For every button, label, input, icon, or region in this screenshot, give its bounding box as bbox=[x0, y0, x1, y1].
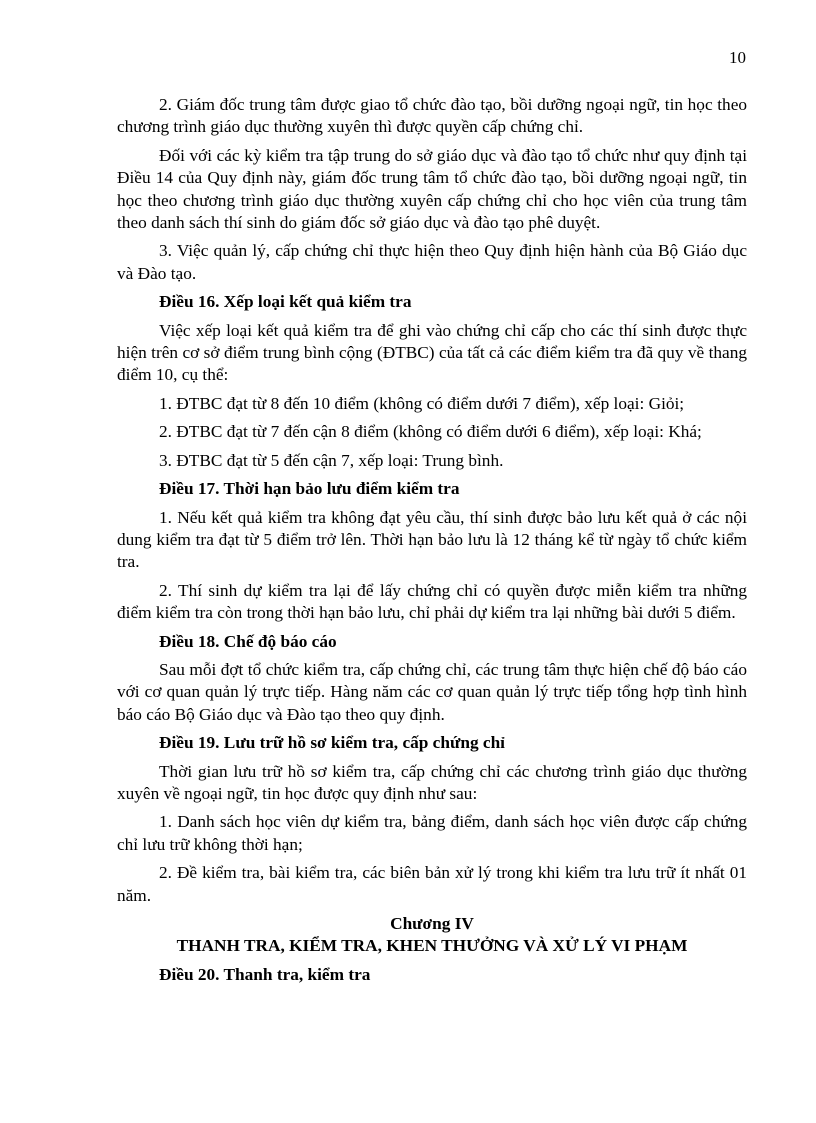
heading-article-17: Điều 17. Thời hạn bảo lưu điểm kiểm tra bbox=[159, 479, 460, 499]
paragraph-article-19-clause-1: 1. Danh sách học viên dự kiểm tra, bảng điểm, danh sách học viên được cấp chứng chỉ lưu trữ không thời hạn; bbox=[117, 812, 747, 854]
heading-article-19: Điều 19. Lưu trữ hồ sơ kiểm tra, cấp chứng chỉ bbox=[159, 733, 505, 753]
paragraph-clause-3-management: 3. Việc quản lý, cấp chứng chỉ thực hiện theo Quy định hiện hành của Bộ Giáo dục và Đào tạo. bbox=[117, 241, 747, 283]
chapter-title: THANH TRA, KIỂM TRA, KHEN THƯỞNG VÀ XỬ LÝ VI PHẠM bbox=[176, 936, 688, 956]
paragraph-grade-average: 3. ĐTBC đạt từ 5 đến cận 7, xếp loại: Trung bình. bbox=[159, 450, 504, 470]
heading-article-16: Điều 16. Xếp loại kết quả kiểm tra bbox=[159, 292, 412, 312]
heading-article-18: Điều 18. Chế độ báo cáo bbox=[159, 631, 337, 651]
heading-article-20: Điều 20. Thanh tra, kiểm tra bbox=[159, 964, 371, 984]
paragraph-article-19-clause-2: 2. Đề kiểm tra, bài kiểm tra, các biên bản xử lý trong khi kiểm tra lưu trữ ít nhất 01 năm. bbox=[117, 863, 747, 905]
paragraph-article-18-body: Sau mỗi đợt tổ chức kiểm tra, cấp chứng chỉ, các trung tâm thực hiện chế độ báo cáo với cơ quan quản lý trực tiếp. Hàng năm các cơ quan quản lý trực tiếp tổng hợp tình hình báo cáo Bộ Giáo dục và Đào tạo theo quy định. bbox=[117, 659, 747, 724]
paragraph-article-19-intro: Thời gian lưu trữ hồ sơ kiểm tra, cấp chứng chỉ các chương trình giáo dục thường xuyên về ngoại ngữ, tin học được quy định như sau: bbox=[117, 761, 747, 803]
paragraph-grade-excellent: 1. ĐTBC đạt từ 8 đến 10 điểm (không có điểm dưới 7 điểm), xếp loại: Giỏi; bbox=[159, 393, 685, 413]
page-number: 10 bbox=[729, 48, 746, 67]
document-body bbox=[117, 94, 747, 992]
paragraph-centralized-exams: Đối với các kỳ kiểm tra tập trung do sở giáo dục và đào tạo tổ chức như quy định tại Điều 14 của Quy định này, giám đốc trung tâm tổ chức đào tạo, bồi dưỡng ngoại ngữ, tin học theo chương trình giáo dục thường xuyên cấp chứng chỉ cho học viên của trung tâm theo danh sách thí sinh do giám đốc sở giáo dục và đào tạo phê duyệt. bbox=[117, 145, 747, 233]
paragraph-grade-good: 2. ĐTBC đạt từ 7 đến cận 8 điểm (không có điểm dưới 6 điểm), xếp loại: Khá; bbox=[159, 422, 702, 442]
paragraph-article-16-intro: Việc xếp loại kết quả kiểm tra để ghi vào chứng chỉ cấp cho các thí sinh được thực hiện trên cơ sở điểm trung bình cộng (ĐTBC) của tất cả các điểm kiểm tra đã quy về thang điểm 10, cụ thể: bbox=[117, 320, 747, 385]
paragraph-article-17-clause-1: 1. Nếu kết quả kiểm tra không đạt yêu cầu, thí sinh được bảo lưu kết quả ở các nội dung kiểm tra đạt từ 5 điểm trở lên. Thời hạn bảo lưu là 12 tháng kể từ ngày tổ chức kiểm tra. bbox=[117, 507, 747, 572]
paragraph-clause-2-certificate-right: 2. Giám đốc trung tâm được giao tổ chức đào tạo, bồi dưỡng ngoại ngữ, tin học theo chương trình giáo dục thường xuyên thì được quyền cấp chứng chỉ. bbox=[117, 95, 747, 137]
chapter-label: Chương IV bbox=[390, 914, 474, 933]
paragraph-article-17-clause-2: 2. Thí sinh dự kiểm tra lại để lấy chứng chỉ có quyền được miễn kiểm tra những điểm kiểm tra còn trong thời hạn bảo lưu, chỉ phải dự kiểm tra lại những bài dưới 5 điểm. bbox=[117, 580, 747, 623]
